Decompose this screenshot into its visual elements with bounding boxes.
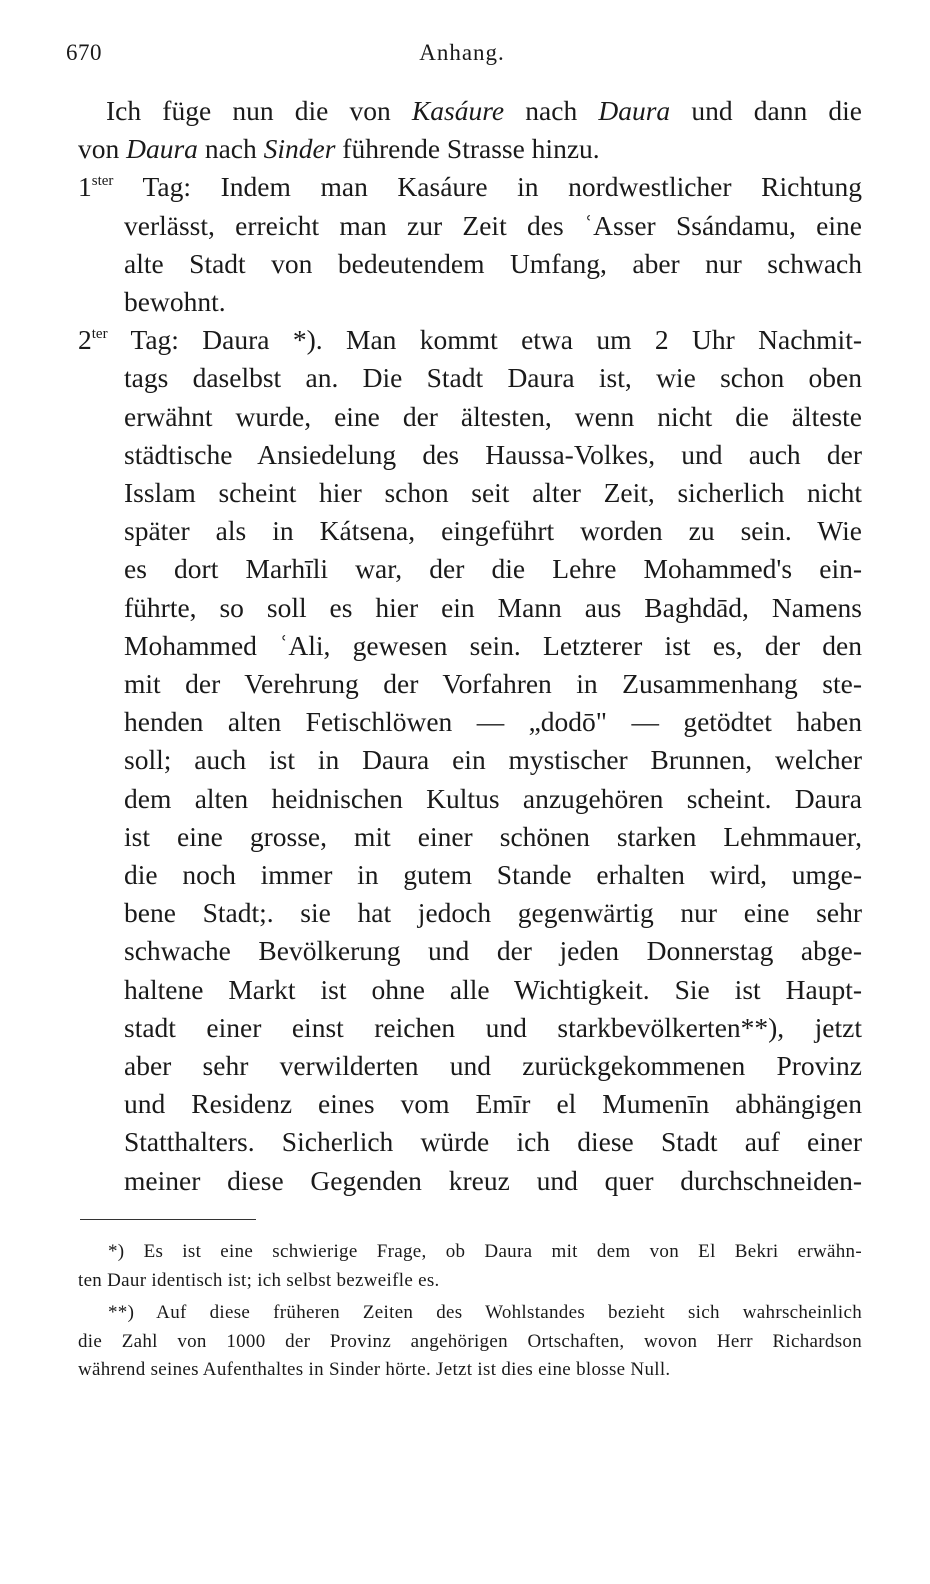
- text-line: haltene Markt ist ohne alle Wichtigkeit. Sie ist Haupt-: [124, 973, 862, 1005]
- text-line: von Daura nach Sinder führende Strasse hinzu.: [78, 133, 600, 165]
- footnote-line: die Zahl von 1000 der Provinz angehörigen Ortschaften, wovon Herr Richardson: [78, 1330, 862, 1352]
- day-ordinal: 2: [78, 324, 92, 356]
- text-line: tags daselbst an. Die Stadt Daura ist, wie schon oben: [124, 362, 862, 394]
- day-ordinal: 1: [78, 171, 92, 203]
- text-line: städtische Ansiedelung des Haussa-Volkes, und auch der: [124, 438, 862, 470]
- text-line: die noch immer in gutem Stande erhalten wird, umge-: [124, 859, 862, 891]
- day-ordinal-suffix: ter: [91, 326, 108, 343]
- text-line: meiner diese Gegenden kreuz und quer durchschneiden-: [124, 1164, 862, 1196]
- text-line: Mohammed ʿAli, gewesen sein. Letzterer ist es, der den: [124, 629, 862, 661]
- place-name: Daura: [598, 95, 671, 126]
- page-number: 670: [66, 40, 102, 65]
- text-line: stadt einer einst reichen und starkbevölkerten**), jetzt: [124, 1011, 862, 1043]
- footnote-line: ten Daur identisch ist; ich selbst bezweifle es.: [78, 1269, 440, 1291]
- day-ordinal-suffix: ster: [91, 173, 114, 190]
- footnote-line: *) Es ist eine schwierige Frage, ob Daura mit dem von El Bekri erwähn-: [108, 1241, 862, 1262]
- footnote-line: **) Auf diese früheren Zeiten des Wohlstandes bezieht sich wahrscheinlich: [108, 1302, 862, 1324]
- footnote-rule: [80, 1219, 256, 1220]
- text-line: erwähnt wurde, eine der ältesten, wenn nicht die älteste: [124, 400, 862, 432]
- place-name: Daura: [126, 133, 198, 165]
- text-line: Isslam scheint hier schon seit alter Zeit, sicherlich nicht: [124, 477, 862, 509]
- text-line: soll; auch ist in Daura ein mystischer Brunnen, welcher: [124, 744, 862, 776]
- main-text: [78, 92, 862, 1200]
- footnotes: [78, 1238, 862, 1389]
- footnote-1: [78, 1238, 862, 1295]
- text-line: aber sehr verwilderten und zurückgekommenen Provinz: [124, 1050, 862, 1082]
- text-line: verlässt, erreicht man zur Zeit des ʿAsser Ssándamu, eine: [124, 209, 862, 241]
- intro-paragraph: [78, 92, 862, 168]
- text-line: Statthalters. Sicherlich würde ich diese Stadt auf einer: [124, 1126, 862, 1158]
- text-line: $2^{ter}$ Tag: Daura *). Man kommt etwa um 2 Uhr Nachmit-: [78, 324, 862, 356]
- text-line: später als in Kátsena, eingeführt worden zu sein. Wie: [124, 515, 862, 547]
- text-line: führte, so soll es hier ein Mann aus Baghdād, Namens: [124, 591, 862, 623]
- text-line: dem alten heidnischen Kultus anzugehören scheint. Daura: [124, 782, 862, 814]
- text-line: alte Stadt von bedeutendem Umfang, aber nur schwach: [124, 247, 862, 279]
- text-line: henden alten Fetischlöwen — „dodō" — getödtet haben: [124, 706, 862, 738]
- running-head: Anhang.: [419, 40, 505, 65]
- place-name: Sinder: [263, 133, 336, 165]
- text-line: es dort Marhīli war, der die Lehre Mohammed's ein-: [124, 553, 862, 585]
- place-name: Kasáure: [411, 95, 505, 126]
- page-header: [66, 40, 858, 80]
- text-line: schwache Bevölkerung und der jeden Donnerstag abge-: [124, 935, 862, 967]
- footnote-line: während seines Aufenthaltes in Sinder hörte. Jetzt ist dies eine blosse Null.: [78, 1359, 671, 1381]
- text-line: Ich füge nun die von Kasáure nach Daura und dann die: [106, 95, 862, 126]
- day-entry-1: [78, 168, 862, 321]
- text-line: und Residenz eines vom Emīr el Mumenīn abhängigen: [124, 1088, 862, 1120]
- day-entry-2: [78, 321, 862, 1200]
- text-line: bene Stadt;. sie hat jedoch gegenwärtig nur eine sehr: [124, 897, 862, 929]
- text-line: bewohnt.: [124, 286, 226, 318]
- text-line: ist eine grosse, mit einer schönen starken Lehmmauer,: [124, 820, 862, 852]
- footnote-2: [78, 1299, 862, 1385]
- text-line: $1^{ster}$ Tag: Indem man Kasáure in nordwestlicher Richtung: [78, 171, 862, 203]
- text-line: mit der Verehrung der Vorfahren in Zusammenhang ste-: [124, 668, 862, 700]
